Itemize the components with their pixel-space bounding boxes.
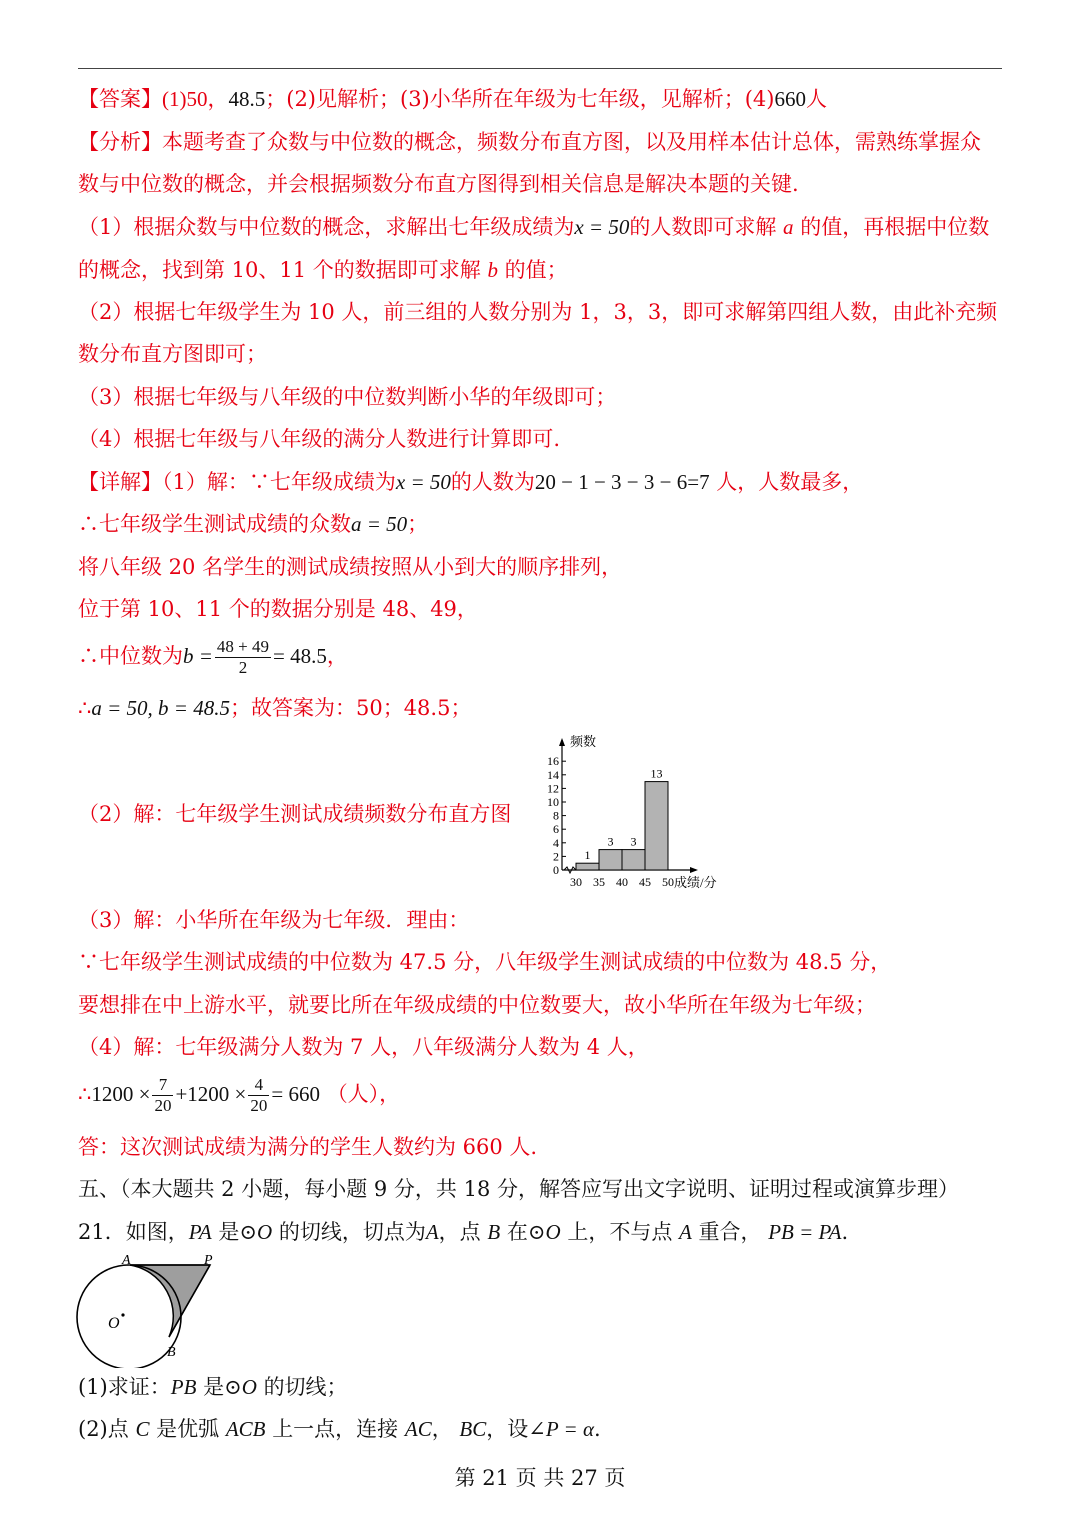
- x-tick-label: 30: [570, 875, 582, 889]
- detail-line: [78, 634, 348, 678]
- math-var: PA: [188, 1220, 212, 1244]
- math-var: O: [545, 1220, 561, 1244]
- fraction-numerator: 48 + 49: [216, 637, 270, 656]
- fraction-denominator: 2: [238, 658, 248, 677]
- y-axis-label: 频数: [570, 734, 597, 749]
- math-var: a: [783, 215, 794, 239]
- detail-text: （1）解：∵七年级成绩为: [162, 470, 396, 494]
- math-var: A: [425, 1220, 439, 1244]
- answer-part: ；(2)见解析；(3)小华所在年级为七年级，见解析；(4): [265, 87, 775, 111]
- answer-value: 48.5: [228, 87, 266, 111]
- y-tick-label: 4: [553, 835, 559, 850]
- y-tick-label: 14: [547, 767, 559, 782]
- y-tick-label: 16: [547, 754, 559, 769]
- detail-text: ∴七年级学生测试成绩的众数: [78, 512, 351, 536]
- q-text: 是⊙: [218, 1220, 257, 1244]
- shaded-region: [130, 1265, 210, 1337]
- detail-line: （3）解：小华所在年级为七年级．理由：: [78, 908, 470, 932]
- math-var: PB: [170, 1375, 197, 1399]
- fraction-denominator: 20: [154, 1096, 172, 1115]
- math-var: C: [135, 1417, 150, 1441]
- q-text: 在⊙: [506, 1220, 546, 1244]
- histogram-bar: [599, 850, 622, 870]
- math-expr: a = 50: [351, 512, 408, 536]
- math-expr: PB = PA: [768, 1220, 842, 1244]
- q-text: 是优弧: [156, 1417, 220, 1441]
- analysis-line: 数分布直方图即可；: [78, 342, 267, 366]
- detail-text: ∴中位数为: [78, 644, 183, 668]
- answer-tag: 【答案】: [78, 87, 162, 111]
- histogram-bar: [576, 863, 599, 870]
- math-expr: 1200 ×: [91, 1082, 151, 1106]
- detail-text: 人，人数最多，: [716, 470, 864, 494]
- label-p: P: [204, 1253, 213, 1268]
- math-var: O: [241, 1375, 257, 1399]
- fraction: [248, 1075, 269, 1116]
- page-footer: 第 21 页 共 27 页: [454, 1466, 626, 1490]
- math-expr: +1200 ×: [175, 1082, 247, 1106]
- bar-value-label: 3: [630, 834, 637, 849]
- detail-line: [78, 510, 428, 538]
- x-tick-label: 50: [662, 875, 674, 889]
- fraction: [215, 637, 271, 678]
- y-tick-label: 2: [553, 849, 559, 864]
- detail-text: ，: [326, 644, 348, 668]
- fraction: [152, 1075, 173, 1116]
- detail-text: ∴: [78, 696, 92, 720]
- sub-question-1: [78, 1373, 348, 1401]
- analysis-text: 的人数即可求解: [629, 215, 777, 239]
- histogram-bar: [645, 782, 668, 870]
- bar-value-label: 13: [650, 766, 663, 781]
- q-text: (1)求证：: [78, 1375, 171, 1399]
- fraction-numerator: 7: [152, 1075, 173, 1096]
- math-expr: a = 50, b = 48.5: [91, 696, 230, 720]
- sub-question-2: [78, 1415, 601, 1443]
- analysis-line: [78, 128, 981, 156]
- answer-value: 660: [774, 87, 806, 111]
- detail-text: ∴: [78, 1082, 92, 1106]
- math-expr: = 660: [271, 1082, 320, 1106]
- detail-line: [78, 1072, 400, 1116]
- answer-part: 人: [806, 87, 827, 111]
- math-expr: 20 − 1 − 3 − 3 − 6=7: [534, 470, 710, 494]
- analysis-line: （3）根据七年级与八年级的中位数判断小华的年级即可；: [78, 385, 617, 409]
- q-text: ，: [431, 1417, 453, 1441]
- x-tick-label: 35: [593, 875, 605, 889]
- center-point: [121, 1313, 124, 1316]
- label-o: O: [108, 1315, 120, 1332]
- y-tick-label: 0: [553, 863, 559, 877]
- y-tick-label: 10: [547, 795, 559, 809]
- y-tick-label: 12: [547, 781, 559, 796]
- y-axis-arrow: [559, 738, 565, 746]
- detail-line: 要想排在中上游水平，就要比所在年级成绩的中位数要大，故小华所在年级为七年级；: [78, 993, 876, 1017]
- analysis-line: （4）根据七年级与八年级的满分人数进行计算即可.: [78, 427, 561, 451]
- top-rule: [78, 68, 1002, 69]
- math-var: BC: [459, 1417, 487, 1441]
- detail-line: [78, 694, 471, 722]
- detail-line: （2）解：七年级学生测试成绩频数分布直方图: [78, 802, 512, 826]
- histogram-bar: [622, 850, 645, 870]
- detail-line: 将八年级 20 名学生的测试成绩按照从小到大的顺序排列，: [78, 555, 623, 579]
- frequency-histogram: [520, 732, 750, 892]
- analysis-line: 数与中位数的概念，并会根据频数分布直方图得到相关信息是解决本题的关键.: [78, 172, 799, 196]
- detail-line: 位于第 10、11 个的数据分别是 48、49，: [78, 597, 478, 621]
- x-axis-arrow: [690, 867, 698, 873]
- detail-text: 的人数为: [450, 470, 535, 494]
- detail-line: 答：这次测试成绩为满分的学生人数约为 660 人.: [78, 1135, 538, 1159]
- detail-line: [78, 468, 863, 496]
- q-text: 是⊙: [203, 1375, 242, 1399]
- y-tick-label: 8: [553, 808, 559, 823]
- q-text: 上一点，连接: [272, 1417, 399, 1441]
- analysis-text: 的概念，找到第 10、11 个的数据即可求解: [78, 258, 481, 282]
- answer-part: (1)50，: [162, 87, 229, 111]
- math-expr: x = 50: [395, 470, 451, 494]
- analysis-line: [78, 213, 989, 241]
- math-var: O: [256, 1220, 273, 1244]
- analysis-tag: 【分析】: [78, 130, 162, 154]
- analysis-line: [78, 256, 568, 284]
- q-text: 的切线，切点为: [278, 1220, 426, 1244]
- detail-tag: 【详解】: [78, 470, 162, 494]
- math-var: b: [487, 258, 498, 282]
- detail-text: （人），: [326, 1082, 401, 1106]
- bar-value-label: 3: [607, 834, 614, 849]
- analysis-text: 的值；: [504, 258, 568, 282]
- math-var: AC: [404, 1417, 432, 1441]
- math-var: B: [487, 1220, 501, 1244]
- q-text: 的切线；: [263, 1375, 348, 1399]
- detail-line: （4）解：七年级满分人数为 7 人，八年级满分人数为 4 人，: [78, 1035, 649, 1059]
- detail-line: ∵七年级学生测试成绩的中位数为 47.5 分，八年级学生测试成绩的中位数为 48.5 分，: [78, 950, 892, 974]
- detail-text: ；: [407, 512, 429, 536]
- x-tick-label: 45: [639, 875, 651, 889]
- analysis-text: （1）根据众数与中位数的概念，求解出七年级成绩为: [78, 215, 575, 239]
- section-heading: 五、（本大题共 2 小题，每小题 9 分，共 18 分，解答应写出文字说明、证明过程或演算步理）: [78, 1177, 959, 1201]
- answer-line: [78, 85, 827, 113]
- q-text: ，点: [438, 1220, 481, 1244]
- y-tick-label: 6: [553, 822, 559, 837]
- analysis-line: （2）根据七年级学生为 10 人，前三组的人数分别为 1，3，3，即可求解第四组人数，由此补充频: [78, 300, 998, 324]
- math-expr: ∠P = α: [528, 1417, 594, 1441]
- detail-text: ；故答案为：50；48.5；: [229, 696, 472, 720]
- q-text: (2)点: [78, 1417, 129, 1441]
- label-a: A: [122, 1253, 131, 1268]
- q-text: 重合，: [698, 1220, 762, 1244]
- x-tick-label: 40: [616, 875, 628, 889]
- x-axis-label: 成绩/分: [674, 875, 717, 890]
- bar-value-label: 1: [584, 848, 591, 863]
- fraction-numerator: 4: [248, 1075, 269, 1096]
- analysis-text: 本题考查了众数与中位数的概念，频数分布直方图，以及用样本估计总体，需熟练掌握众: [162, 130, 981, 154]
- math-expr: x = 50: [574, 215, 630, 239]
- math-expr: b =: [183, 644, 213, 668]
- q-text: 21．如图，: [78, 1220, 189, 1244]
- math-var: ACB: [225, 1417, 266, 1441]
- analysis-text: 的值，再根据中位数: [800, 215, 990, 239]
- circle-o: [77, 1265, 181, 1368]
- circle-tangent-figure: [70, 1252, 230, 1368]
- q-text: 上，不与点: [567, 1220, 673, 1244]
- q-text: ，设: [486, 1417, 529, 1441]
- math-expr: = 48.5: [273, 644, 327, 668]
- math-var: A: [679, 1220, 692, 1244]
- label-b: B: [167, 1345, 176, 1360]
- q-text: .: [594, 1417, 601, 1441]
- question-21: [78, 1218, 848, 1246]
- q-text: .: [841, 1220, 849, 1244]
- fraction-denominator: 20: [250, 1096, 268, 1115]
